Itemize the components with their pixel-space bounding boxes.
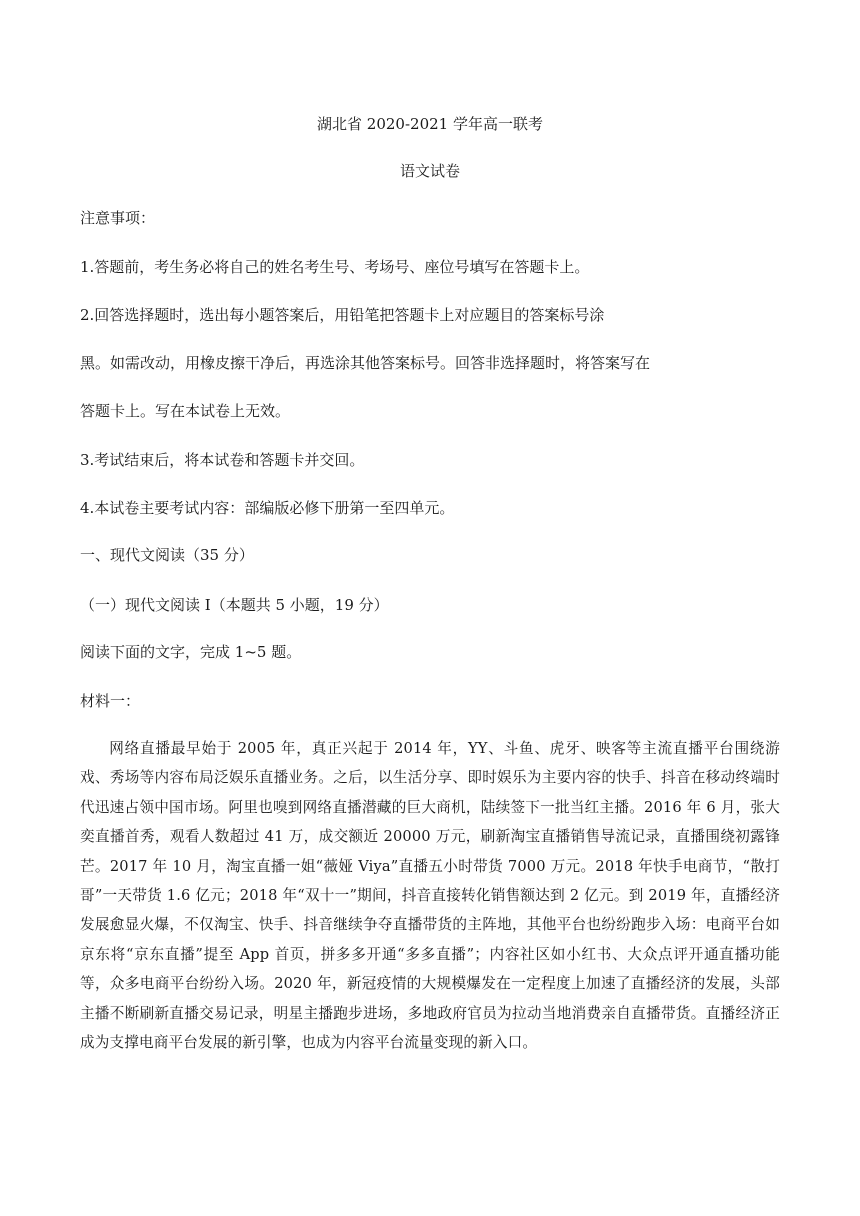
material-paragraph: 网络直播最早始于 2005 年，真正兴起于 2014 年，YY、斗鱼、虎牙、映客等主流直播平台围绕游戏、秀场等内容布局泛娱乐直播业务。之后，以生活分享、即时娱乐为主要内容的快手、抖音在移动终端时代迅速占领中国市场。阿里也嗅到网络直播潜藏的巨大商机，陆续签下一批当红主播。2016 年 6 月，张大奕直播首秀，观看人数超过 41 万，成交额近 20000 万元，刷新淘宝直播销售导流记录，直播围绕初露锋芒。2017 年 10 月，淘宝直播一姐“薇娅 Viya”直播五小时带货 7000 万元。2018 年快手电商节，“散打哥”一天带货 1.6 亿元；2018 年“双十一”期间，抖音直接转化销售额达到 2 亿元。到 2019 年，直播经济发展愈显火爆，不仅淘宝、快手、抖音继续争夺直播带货的主阵地，其他平台也纷纷跑步入场：电商平台如京东将“京东直播”提至 App 首页，拼多多开通“多多直播”；内容社区如小红书、大众点评开通直播功能等，众多电商平台纷纷入场。2020 年，新冠疫情的大规模爆发在一定程度上加速了直播经济的发展，头部主播不断刷新直播交易记录，明星主播跑步进场，多地政府官员为拉动当地消费亲自直播带货。直播经济正成为支撑电商平台发展的新引擎，也成为内容平台流量变现的新入口。	[80, 740, 780, 1052]
section-subheading: （一）现代文阅读 I（本题共 5 小题，19 分）	[80, 596, 389, 614]
notice-item: 2.回答选择题时，选出每小题答案后，用铅笔把答题卡上对应题目的答案标号涂	[80, 306, 605, 324]
notice-item: 黑。如需改动，用橡皮擦干净后，再选涂其他答案标号。回答非选择题时，将答案写在	[80, 354, 651, 372]
notice-heading: 注意事项：	[80, 209, 156, 227]
material-label: 材料一：	[80, 692, 141, 710]
section-instruction: 阅读下面的文字，完成 1~5 题。	[80, 643, 302, 661]
exam-subtitle: 语文试卷	[399, 162, 460, 180]
notice-item: 4.本试卷主要考试内容：部编版必修下册第一至四单元。	[80, 499, 455, 517]
exam-title: 湖北省 2020-2021 学年高一联考	[317, 115, 543, 133]
notice-item: 3.考试结束后，将本试卷和答题卡并交回。	[80, 451, 365, 469]
section-heading: 一、现代文阅读（35 分）	[80, 546, 254, 564]
notice-item: 1.答题前，考生务必将自己的姓名考生号、考场号、座位号填写在答题卡上。	[80, 258, 590, 276]
notice-item: 答题卡上。写在本试卷上无效。	[80, 402, 291, 420]
